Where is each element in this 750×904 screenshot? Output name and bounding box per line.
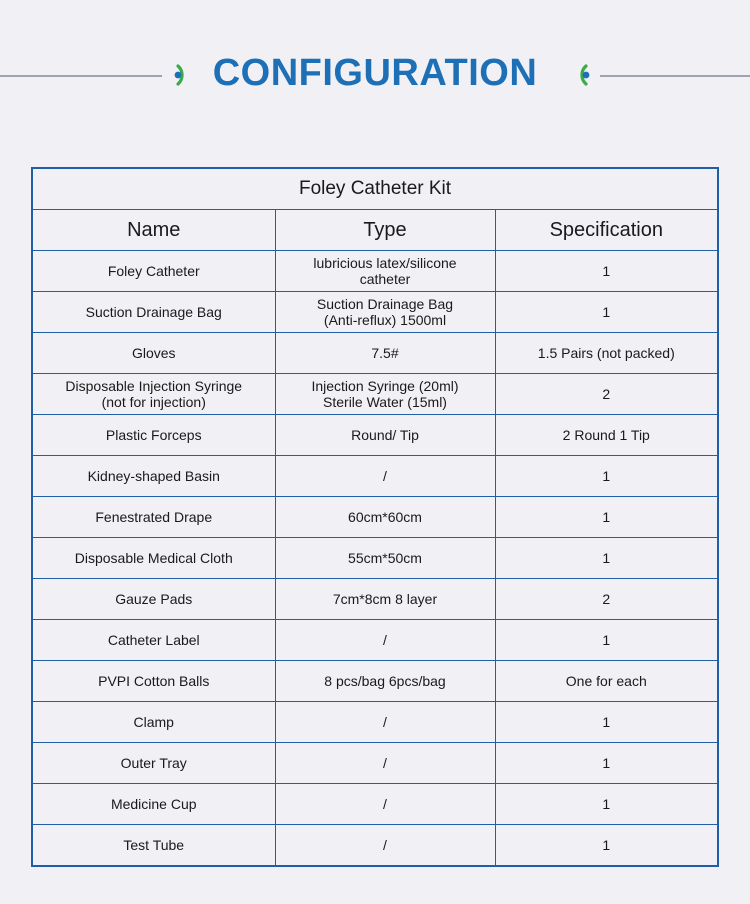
configuration-table xyxy=(31,167,719,867)
cell-specification: 2 xyxy=(495,579,718,620)
cell-specification: 1 xyxy=(495,743,718,784)
cell-name: Fenestrated Drape xyxy=(32,497,275,538)
cell-name: Suction Drainage Bag xyxy=(32,292,275,333)
table-row xyxy=(32,825,718,867)
cell-name: Kidney-shaped Basin xyxy=(32,456,275,497)
cell-type: / xyxy=(275,456,495,497)
cell-name: Disposable Medical Cloth xyxy=(32,538,275,579)
table-row xyxy=(32,784,718,825)
table-row xyxy=(32,333,718,374)
table-row xyxy=(32,743,718,784)
cell-type: 60cm*60cm xyxy=(275,497,495,538)
table-row xyxy=(32,661,718,702)
cell-specification: 1 xyxy=(495,825,718,867)
table-row xyxy=(32,620,718,661)
table-row xyxy=(32,538,718,579)
header-rule-right xyxy=(600,75,750,77)
cell-specification: One for each xyxy=(495,661,718,702)
cell-type: 7cm*8cm 8 layer xyxy=(275,579,495,620)
cell-specification: 1 xyxy=(495,456,718,497)
cell-type: Injection Syringe (20ml) Sterile Water (15ml) xyxy=(275,374,495,415)
table-row xyxy=(32,702,718,743)
cell-type: / xyxy=(275,620,495,661)
cell-type: 7.5# xyxy=(275,333,495,374)
table-row xyxy=(32,374,718,415)
cell-specification: 2 xyxy=(495,374,718,415)
table-row xyxy=(32,415,718,456)
kit-title: Foley Catheter Kit xyxy=(32,168,718,210)
cell-type: / xyxy=(275,702,495,743)
cell-specification: 1.5 Pairs (not packed) xyxy=(495,333,718,374)
cell-type: / xyxy=(275,825,495,867)
kit-title-row xyxy=(32,168,718,210)
cell-specification: 2 Round 1 Tip xyxy=(495,415,718,456)
bracket-dot-icon-right xyxy=(566,60,596,90)
cell-name: Outer Tray xyxy=(32,743,275,784)
cell-type: / xyxy=(275,743,495,784)
cell-specification: 1 xyxy=(495,702,718,743)
cell-type: 55cm*50cm xyxy=(275,538,495,579)
cell-type: / xyxy=(275,784,495,825)
column-header-name: Name xyxy=(32,210,275,251)
cell-type: Round/ Tip xyxy=(275,415,495,456)
cell-name: PVPI Cotton Balls xyxy=(32,661,275,702)
cell-name: Foley Catheter xyxy=(32,251,275,292)
table-row xyxy=(32,579,718,620)
cell-name: Disposable Injection Syringe (not for injection) xyxy=(32,374,275,415)
cell-specification: 1 xyxy=(495,784,718,825)
cell-name: Catheter Label xyxy=(32,620,275,661)
cell-specification: 1 xyxy=(495,538,718,579)
cell-specification: 1 xyxy=(495,497,718,538)
cell-specification: 1 xyxy=(495,251,718,292)
cell-type: 8 pcs/bag 6pcs/bag xyxy=(275,661,495,702)
cell-name: Medicine Cup xyxy=(32,784,275,825)
cell-name: Clamp xyxy=(32,702,275,743)
header xyxy=(0,0,750,150)
cell-name: Gloves xyxy=(32,333,275,374)
table-row xyxy=(32,456,718,497)
table-row xyxy=(32,251,718,292)
table-row xyxy=(32,497,718,538)
cell-type: Suction Drainage Bag (Anti-reflux) 1500ml xyxy=(275,292,495,333)
table-row xyxy=(32,292,718,333)
cell-specification: 1 xyxy=(495,292,718,333)
column-header-row xyxy=(32,210,718,251)
cell-specification: 1 xyxy=(495,620,718,661)
cell-name: Gauze Pads xyxy=(32,579,275,620)
cell-name: Test Tube xyxy=(32,825,275,867)
cell-name: Plastic Forceps xyxy=(32,415,275,456)
column-header-type: Type xyxy=(275,210,495,251)
column-header-specification: Specification xyxy=(495,210,718,251)
cell-type: lubricious latex/silicone catheter xyxy=(275,251,495,292)
page-title: CONFIGURATION xyxy=(212,52,538,94)
